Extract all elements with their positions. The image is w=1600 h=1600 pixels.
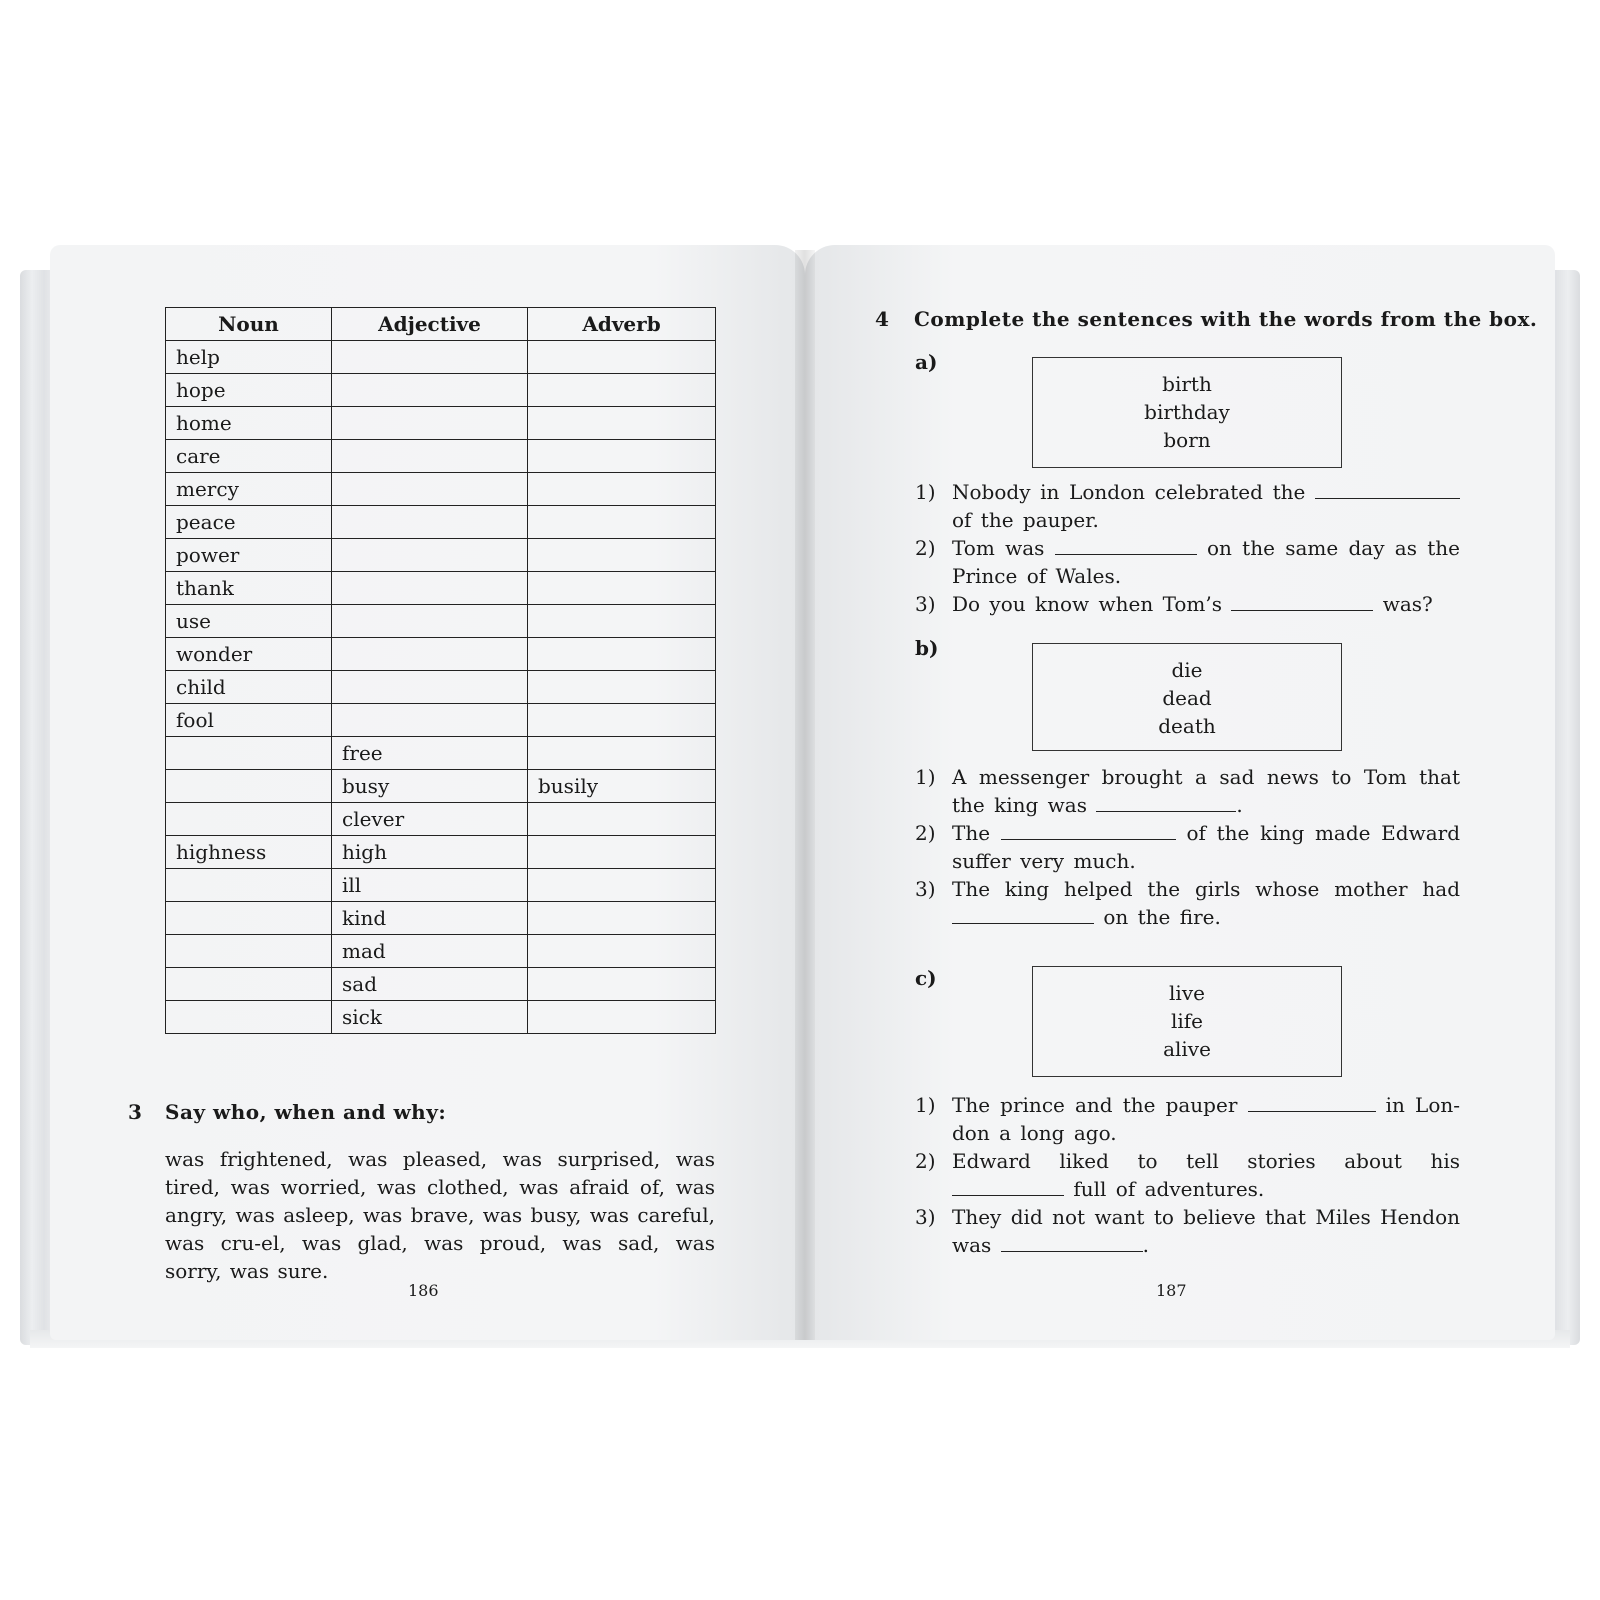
item-text: The prince and the pauper in Lon-don a long ago. — [952, 1093, 1460, 1145]
item-number: 3) — [915, 1205, 936, 1229]
cell-adverb[interactable] — [528, 869, 716, 902]
box-word: born — [1163, 428, 1211, 452]
box-word: die — [1171, 658, 1203, 682]
box-word: live — [1169, 981, 1205, 1005]
list-item — [915, 1147, 1460, 1203]
table-row — [166, 407, 716, 440]
table-row — [166, 737, 716, 770]
item-number: 1) — [915, 1093, 936, 1117]
cell-adverb[interactable] — [528, 572, 716, 605]
exercise-3-body: was frightened, was pleased, was surprised, was tired, was worried, was clothed, was afraid of, was angry, was asleep, was brave, was busy, was careful, was cru-el, was glad, was proud, was sad, was sorry, was sure. — [165, 1147, 715, 1283]
table-row — [166, 440, 716, 473]
table-row — [166, 869, 716, 902]
cell-noun[interactable] — [166, 902, 332, 935]
table-header-row — [166, 308, 716, 341]
cell-adverb[interactable] — [528, 902, 716, 935]
cell-noun: hope — [166, 374, 332, 407]
cell-noun: wonder — [166, 638, 332, 671]
cell-adjective[interactable] — [332, 374, 528, 407]
cell-adverb[interactable] — [528, 638, 716, 671]
cell-adverb: busily — [528, 770, 716, 803]
exercise-3-title: Say who, when and why: — [165, 1100, 447, 1124]
cell-adjective[interactable] — [332, 605, 528, 638]
cell-adjective[interactable] — [332, 704, 528, 737]
cell-adverb[interactable] — [528, 803, 716, 836]
table-row — [166, 638, 716, 671]
item-number: 2) — [915, 1149, 936, 1173]
section-a-items — [915, 478, 1460, 618]
section-b-label: b) — [915, 636, 939, 660]
header-adverb: Adverb — [528, 308, 716, 341]
cell-adjective[interactable] — [332, 671, 528, 704]
item-number: 1) — [915, 480, 936, 504]
cell-adverb[interactable] — [528, 539, 716, 572]
list-item — [915, 590, 1460, 618]
cell-noun: mercy — [166, 473, 332, 506]
cell-adjective[interactable] — [332, 341, 528, 374]
cell-adjective[interactable] — [332, 473, 528, 506]
page-number-left: 186 — [408, 1281, 439, 1300]
cell-adverb[interactable] — [528, 935, 716, 968]
cell-adjective: free — [332, 737, 528, 770]
cell-adverb[interactable] — [528, 737, 716, 770]
cell-adverb[interactable] — [528, 1001, 716, 1034]
answer-blank[interactable] — [952, 1177, 1064, 1196]
cell-noun[interactable] — [166, 968, 332, 1001]
answer-blank[interactable] — [1096, 793, 1236, 812]
cell-adverb[interactable] — [528, 704, 716, 737]
cell-adjective[interactable] — [332, 539, 528, 572]
cell-adjective: busy — [332, 770, 528, 803]
cell-noun: home — [166, 407, 332, 440]
cell-adverb[interactable] — [528, 473, 716, 506]
table-row — [166, 1001, 716, 1034]
list-item — [915, 534, 1460, 590]
item-number: 1) — [915, 765, 936, 789]
header-noun: Noun — [166, 308, 332, 341]
box-word: death — [1158, 714, 1216, 738]
table-row — [166, 902, 716, 935]
cell-adjective[interactable] — [332, 440, 528, 473]
cell-adjective: kind — [332, 902, 528, 935]
box-word: birth — [1162, 372, 1212, 396]
item-number: 2) — [915, 821, 936, 845]
cell-adverb[interactable] — [528, 506, 716, 539]
cell-noun[interactable] — [166, 935, 332, 968]
section-b-items — [915, 763, 1460, 931]
answer-blank[interactable] — [1001, 1233, 1143, 1252]
cell-adjective[interactable] — [332, 638, 528, 671]
exercise-3-number: 3 — [128, 1100, 142, 1124]
cell-adjective[interactable] — [332, 407, 528, 440]
table-row — [166, 605, 716, 638]
box-word: birthday — [1144, 400, 1230, 424]
cell-noun[interactable] — [166, 869, 332, 902]
cell-noun[interactable] — [166, 770, 332, 803]
list-item — [915, 1091, 1460, 1147]
cell-noun: help — [166, 341, 332, 374]
item-text: A messenger brought a sad news to Tom that the king was . — [952, 765, 1460, 817]
cell-adverb[interactable] — [528, 671, 716, 704]
page-number-right: 187 — [1156, 1281, 1187, 1300]
word-forms-table — [165, 307, 716, 1034]
table-row — [166, 473, 716, 506]
cell-noun: highness — [166, 836, 332, 869]
list-item — [915, 478, 1460, 534]
item-text: They did not want to believe that Miles Hendon was . — [952, 1205, 1460, 1257]
answer-blank[interactable] — [1055, 536, 1197, 555]
item-number: 3) — [915, 877, 936, 901]
cell-adjective: mad — [332, 935, 528, 968]
item-text: Nobody in London celebrated the of the pauper. — [952, 478, 1460, 534]
cell-adverb[interactable] — [528, 374, 716, 407]
item-text: Do you know when Tom’s was? — [952, 592, 1433, 616]
cell-adjective: clever — [332, 803, 528, 836]
cell-noun: care — [166, 440, 332, 473]
section-c-label: c) — [915, 966, 937, 990]
cell-noun[interactable] — [166, 803, 332, 836]
cell-adjective: sad — [332, 968, 528, 1001]
section-c-items — [915, 1091, 1460, 1259]
box-word: alive — [1163, 1037, 1211, 1061]
table-row — [166, 539, 716, 572]
list-item — [915, 819, 1460, 875]
list-item — [915, 1203, 1460, 1259]
table-body — [166, 341, 716, 1034]
cell-adjective: sick — [332, 1001, 528, 1034]
exercise-4-title: Complete the sentences with the words from the box. — [914, 307, 1538, 331]
word-box-c — [1032, 966, 1342, 1077]
spine-shadow — [795, 250, 815, 1340]
cell-adverb[interactable] — [528, 440, 716, 473]
word-box-b — [1032, 643, 1342, 751]
answer-blank[interactable] — [952, 905, 1094, 924]
table-row — [166, 704, 716, 737]
cell-noun[interactable] — [166, 1001, 332, 1034]
cell-noun: power — [166, 539, 332, 572]
item-text: The king helped the girls whose mother had on the fire. — [952, 877, 1460, 929]
cell-adjective: high — [332, 836, 528, 869]
cell-noun[interactable] — [166, 737, 332, 770]
cell-adverb[interactable] — [528, 341, 716, 374]
list-item — [915, 875, 1460, 931]
cell-noun: fool — [166, 704, 332, 737]
box-word: dead — [1162, 686, 1212, 710]
item-text: Edward liked to tell stories about his full of adventures. — [952, 1149, 1460, 1201]
table-row — [166, 803, 716, 836]
section-a-label: a) — [915, 350, 938, 374]
word-box-a — [1032, 357, 1342, 468]
list-item — [915, 763, 1460, 819]
table-row — [166, 671, 716, 704]
cell-noun: thank — [166, 572, 332, 605]
item-number: 3) — [915, 592, 936, 616]
table-row — [166, 341, 716, 374]
cell-noun: peace — [166, 506, 332, 539]
cell-noun: use — [166, 605, 332, 638]
header-adjective: Adjective — [332, 308, 528, 341]
answer-blank[interactable] — [1231, 592, 1373, 611]
cell-adjective[interactable] — [332, 572, 528, 605]
table-row — [166, 506, 716, 539]
answer-blank[interactable] — [1248, 1093, 1376, 1112]
cell-adverb[interactable] — [528, 407, 716, 440]
item-number: 2) — [915, 536, 936, 560]
table-row — [166, 374, 716, 407]
cell-adjective[interactable] — [332, 506, 528, 539]
cell-adverb[interactable] — [528, 836, 716, 869]
exercise-4-number: 4 — [875, 307, 889, 331]
cell-adjective: ill — [332, 869, 528, 902]
cell-adverb[interactable] — [528, 605, 716, 638]
item-text: Tom was on the same day as the Prince of Wales. — [952, 536, 1460, 588]
item-text: The of the king made Edward suffer very much. — [952, 821, 1460, 873]
answer-blank[interactable] — [1001, 821, 1176, 840]
cell-adverb[interactable] — [528, 968, 716, 1001]
box-word: life — [1170, 1009, 1204, 1033]
table-row — [166, 770, 716, 803]
table-row — [166, 968, 716, 1001]
table-row — [166, 572, 716, 605]
table-row — [166, 836, 716, 869]
answer-blank[interactable] — [1315, 480, 1460, 499]
table-row — [166, 935, 716, 968]
cell-noun: child — [166, 671, 332, 704]
